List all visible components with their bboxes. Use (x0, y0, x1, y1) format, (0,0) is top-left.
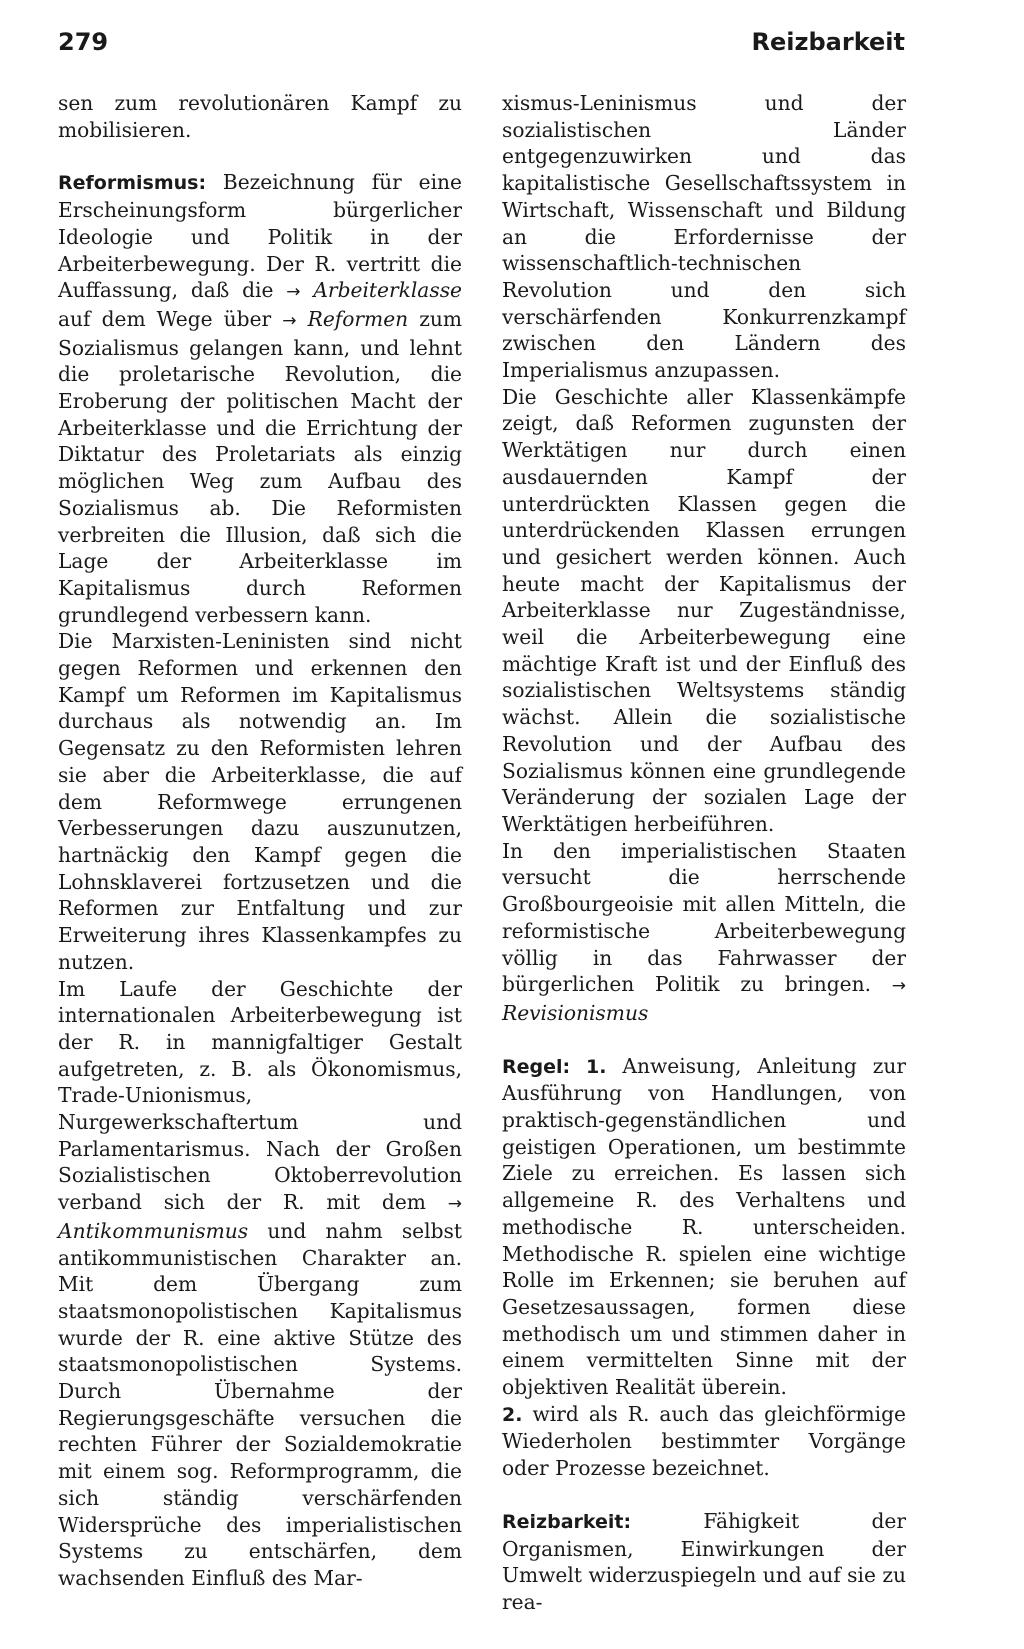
entry-term-reformismus: Reformismus: (58, 172, 207, 195)
cross-reference-reformen[interactable]: Reformen (307, 306, 409, 331)
entry-reizbarkeit (502, 1508, 906, 1616)
paragraph (58, 976, 462, 1592)
cross-reference-arrow-icon: → (286, 282, 301, 303)
entry-term-reizbarkeit: Reizbarkeit: (502, 1510, 632, 1533)
continuation-paragraph: sen zum revolutionären Kampf zu mobilisieren. (58, 91, 462, 142)
paragraph: Die Geschichte aller Klassenkämpfe zeigt, daß Reformen zugunsten der Werktätigen nur durch einen ausdauernden Kampf der unterdrückten Klassen gegen die unterdrückenden Klassen errungen und gesichert werden können. Auch heute macht der Kapitalismus der Arbeiterklasse nur Zugeständnisse, weil die Arbeiterbewegung eine mächtige Kraft ist und der Einfluß des sozialistischen Weltsystems ständig wächst. Allein die sozialistische Revolution und der Aufbau des Sozialismus können eine grundlegende Veränderung der sozialen Lage der Werktätigen herbeiführen. (502, 384, 906, 836)
entry-text: Bezeichnung für eine Erscheinungsform bürgerlicher Ideologie und Politik in der Arbeiterbewegung. Der R. vertritt die Auffassung, daß die (58, 170, 462, 303)
entry-text: In den imperialistischen Staaten versucht die herrschende Großbourgeoisie mit allen Mitteln, die reformistische Arbeiterbewegung völlig in das Fahrwasser der bürgerlichen Politik zu bringen. (502, 838, 906, 997)
cross-reference-revisionismus[interactable]: Revisionismus (502, 1000, 649, 1025)
paragraph (502, 1401, 906, 1482)
page-number: 279 (58, 28, 109, 56)
entry-text: und nahm selbst antikommunistischen Charakter an. Mit dem Übergang zum staatsmonopolistischen Kapitalismus wurde der R. eine aktive Stütze des staatsmonopolistischen Systems. Durch Übernahme der Regierungsgeschäfte versuchen die rechten Führer der Sozialdemokratie mit einem sog. Reformprogramm, die sich ständig verschärfenden Widersprüche des imperialistischen Systems zu entschärfen, dem wachsenden Einfluß des Mar- (58, 1218, 462, 1590)
cross-reference-arrow-icon: → (891, 976, 906, 997)
entry-text: Fähigkeit der Organismen, Einwirkungen der Umwelt widerzuspiegeln und auf sie zu rea- (502, 1508, 906, 1614)
entry-regel (502, 1053, 906, 1401)
cross-reference-arrow-icon: → (282, 310, 297, 331)
paragraph (502, 838, 906, 1027)
entry-text: Anweisung, Anleitung zur Ausführung von Handlungen, von praktisch-gegenständlichen und geistigen Operationen, um bestimmte Ziele zu erreichen. Es lassen sich allgemeine R. des Verhaltens und methodische R. unterscheiden. Methodische R. spielen eine wichtige Rolle im Erkennen; sie beruhen auf Gesetzesaussagen, formen diese methodisch um und stimmen daher in einem vermittelten Sinne mit der objektiven Realität überein. (502, 1053, 906, 1400)
cross-reference-arbeiterklasse[interactable]: Arbeiterklasse (313, 278, 462, 303)
entry-text: auf dem Wege über (58, 306, 283, 331)
entry-text: wird als R. auch das gleichförmige Wiederholen bestimmter Vorgänge oder Prozesse bezeichnet. (502, 1401, 906, 1481)
right-column (502, 90, 906, 1616)
paragraph: xismus-Leninismus und der sozialistischen Länder entgegenzuwirken und das kapitalistische Gesellschaftssystem in Wirtschaft, Wissenschaft und Bildung an die Erfordernisse der wissenschaftlich-technischen Revolution und den sich verschärfenden Konkurrenzkampf zwischen den Ländern des Imperialismus anzupassen. (502, 91, 906, 383)
entry-term-regel: Regel: (502, 1055, 571, 1078)
entry-text: zum Sozialismus gelangen kann, und lehnt die proletarische Revolution, die Eroberung der politischen Macht der Arbeiterklasse und die Errichtung der Diktatur des Proletariats als einzig möglichen Weg zum Aufbau des Sozialismus ab. Die Reformisten verbreiten die Illusion, daß sich die Lage der Arbeiterklasse im Kapitalismus durch Reformen grundlegend verbessern kann. (58, 306, 462, 627)
entry-reformismus (58, 169, 462, 628)
running-head-keyword: Reizbarkeit (751, 28, 905, 56)
cross-reference-arrow-icon: → (447, 1194, 462, 1215)
cross-reference-antikommunismus[interactable]: Antikommunismus (58, 1218, 249, 1243)
sense-number: 2. (502, 1403, 523, 1426)
entry-text: Im Laufe der Geschichte der internationalen Arbeiterbewegung ist der R. in mannigfaltiger Gestalt aufgetreten, z. B. als Ökonomismus, Trade-Unionismus, Nurgewerkschaftertum und Parlamentarismus. Nach der Großen Sozialistischen Oktoberrevolution verband sich der R. mit dem (58, 976, 462, 1215)
left-column (58, 90, 462, 1592)
paragraph: Die Marxisten-Leninisten sind nicht gegen Reformen und erkennen den Kampf um Reformen im Kapitalismus durchaus als notwendig an. Im Gegensatz zu den Reformisten lehren sie aber die Arbeiterklasse, die auf dem Reformwege errungenen Verbesserungen dazu auszunutzen, hartnäckig den Kampf gegen die Lohnsklaverei fortzusetzen und die Reformen zur Entfaltung und zur Erweiterung ihres Klassenkampfes zu nutzen. (58, 629, 462, 974)
sense-number: 1. (586, 1055, 607, 1078)
